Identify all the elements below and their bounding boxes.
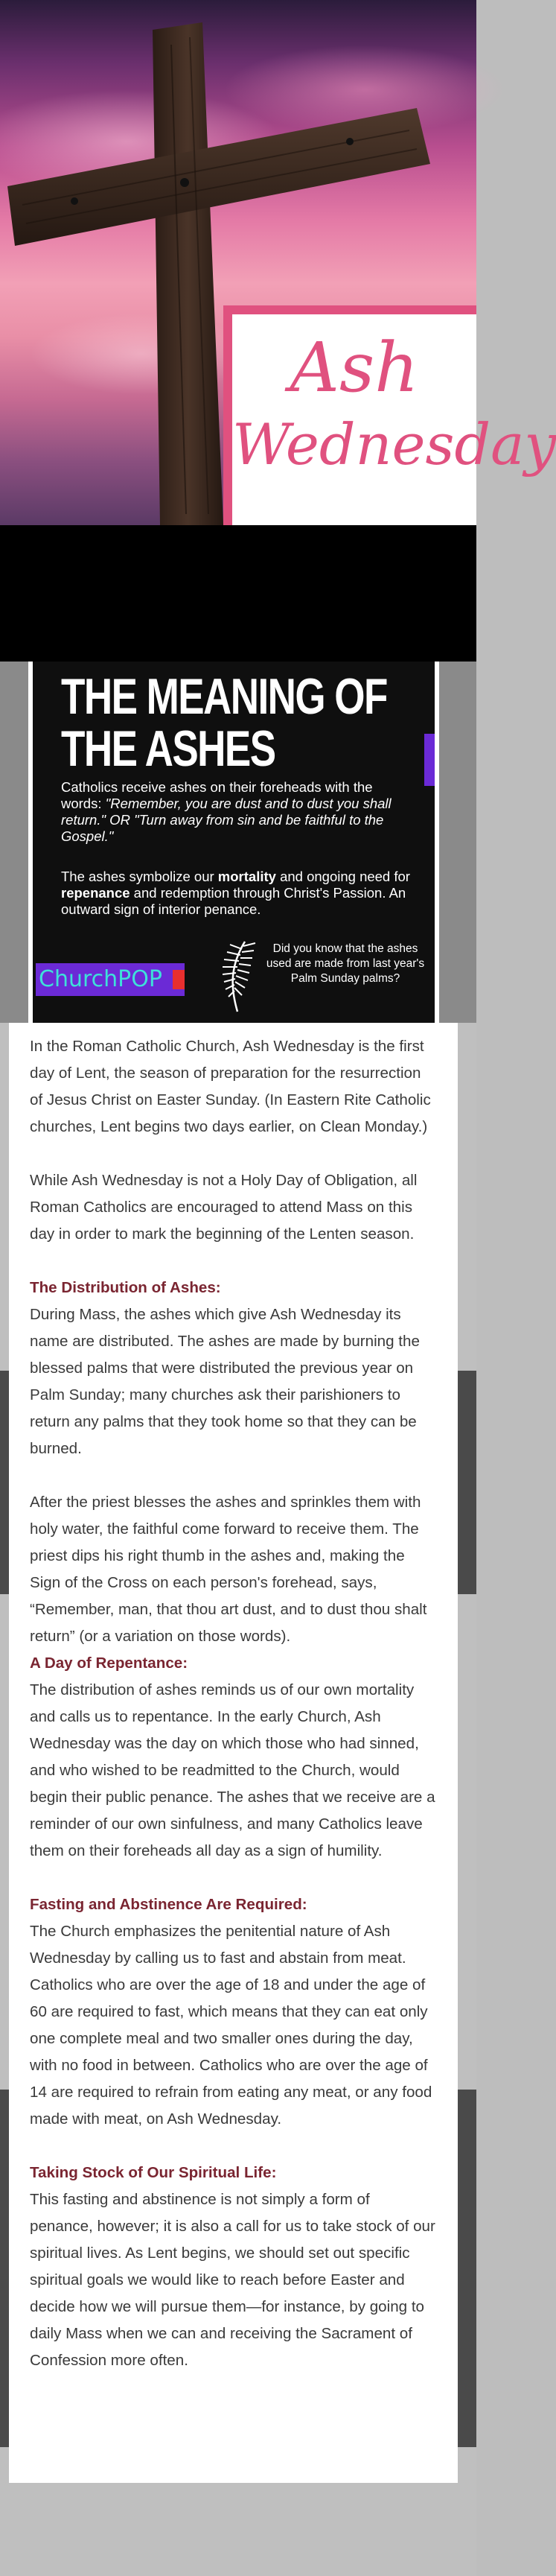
headline-line-1: THE MEANING OF	[61, 668, 387, 725]
article-paragraph: The distribution of ashes reminds us of our own mortality and calls us to repentance. In the early Church, Ash Wednesday was the day on which those who had sinned, and who wished to be readmitted to the Church, would begin their public penance. The ashes that we receive are a reminder of our own sinfulness, and many Catholics leave them on their foreheads all day as a sign of humility.	[30, 1681, 435, 1859]
p2-c: and ongoing need for	[275, 869, 410, 884]
article-paragraph: In the Roman Catholic Church, Ash Wednesday is the first day of Lent, the season of preparation for the resurrection of Jesus Christ on Easter Sunday. (In Eastern Rite Catholic churches, Lent begins two days earlier, on Clean Monday.)	[30, 1038, 431, 1135]
section-heading: A Day of Repentance:	[30, 1655, 188, 1672]
black-band	[0, 525, 476, 662]
logo-text: ChurchPOP	[39, 966, 162, 992]
ashes-words-text	[61, 779, 411, 845]
article-paragraph: After the priest blesses the ashes and sprinkles them with holy water, the faithful come forward to receive them. The priest dips his right thumb in the ashes and, making the Sign of the Cross on each person's forehead, says, “Remember, man, that thou art dust, and to dust thou shalt return” (or a variation on those words).	[30, 1494, 427, 1645]
ashes-symbolism-text	[61, 869, 411, 918]
title-ash: Ash	[290, 328, 419, 407]
article-body	[9, 1023, 458, 2483]
section-fasting	[30, 1891, 435, 2133]
p2-a: The ashes symbolize our	[61, 869, 218, 884]
churchpop-logo	[36, 963, 185, 996]
did-you-know-text: Did you know that the ashes used are made from last year's Palm Sunday palms?	[266, 942, 425, 985]
title-card	[223, 305, 556, 525]
headline-line-2: THE ASHES	[61, 720, 275, 777]
section-heading: Taking Stock of Our Spiritual Life:	[30, 2164, 277, 2181]
logo-dot	[173, 970, 185, 989]
section-repentance	[30, 1650, 435, 1865]
p2-e: and redemption through Christ's Passion. An outward sign of interior penance.	[61, 885, 406, 917]
article-paragraph: While Ash Wednesday is not a Holy Day of Obligation, all Roman Catholics are encouraged to attend Mass on this day in order to mark the beginning of the Lenten season.	[30, 1172, 418, 1243]
section-spiritual-life	[30, 2160, 435, 2374]
article-paragraph: This fasting and abstinence is not simply a form of penance, however; it is also a call for us to take stock of our spiritual lives. As Lent begins, we should set out specific spiritual goals we would like to reach before Easter and decide how we will pursue them—for instance, by going to daily Mass when we can and receiving the Sacrament of Confession more often.	[30, 2191, 435, 2369]
accent-bar	[424, 734, 435, 786]
p2-mortality: mortality	[217, 869, 276, 884]
infographic-headline	[61, 668, 387, 777]
article-paragraph: During Mass, the ashes which give Ash Wednesday its name are distributed. The ashes are made by burning the blessed palms that were distributed the previous year on Palm Sunday; many churches ask their parishioners to return any palms that they took home so that they can be burned.	[30, 1306, 420, 1457]
article-paragraph: The Church emphasizes the penitential nature of Ash Wednesday by calling us to fast and abstain from meat. Catholics who are over the age of 18 and under the age of 60 are required to fast, which means that they can eat only one complete meal and two smaller ones during the day, with no food in between. Catholics who are over the age of 14 are required to refrain from eating any meat, or any food made with meat, on Ash Wednesday.	[30, 1923, 432, 2128]
p1-quote: "Remember, you are dust and to dust you shall return." OR "Turn away from sin and be faithful to the Gospel."	[61, 796, 392, 844]
section-heading: Fasting and Abstinence Are Required:	[30, 1896, 307, 1913]
section-distribution	[30, 1275, 435, 1462]
palm-leaf-icon	[215, 939, 260, 1013]
title-wednesday: Wednesday	[232, 411, 556, 478]
section-heading: The Distribution of Ashes:	[30, 1279, 221, 1296]
ashes-infographic	[28, 662, 439, 1023]
p1-intro: Catholics receive ashes on their foreheads with the words:	[61, 779, 373, 811]
hero-image	[0, 0, 556, 525]
p2-repenance: repenance	[61, 885, 130, 901]
